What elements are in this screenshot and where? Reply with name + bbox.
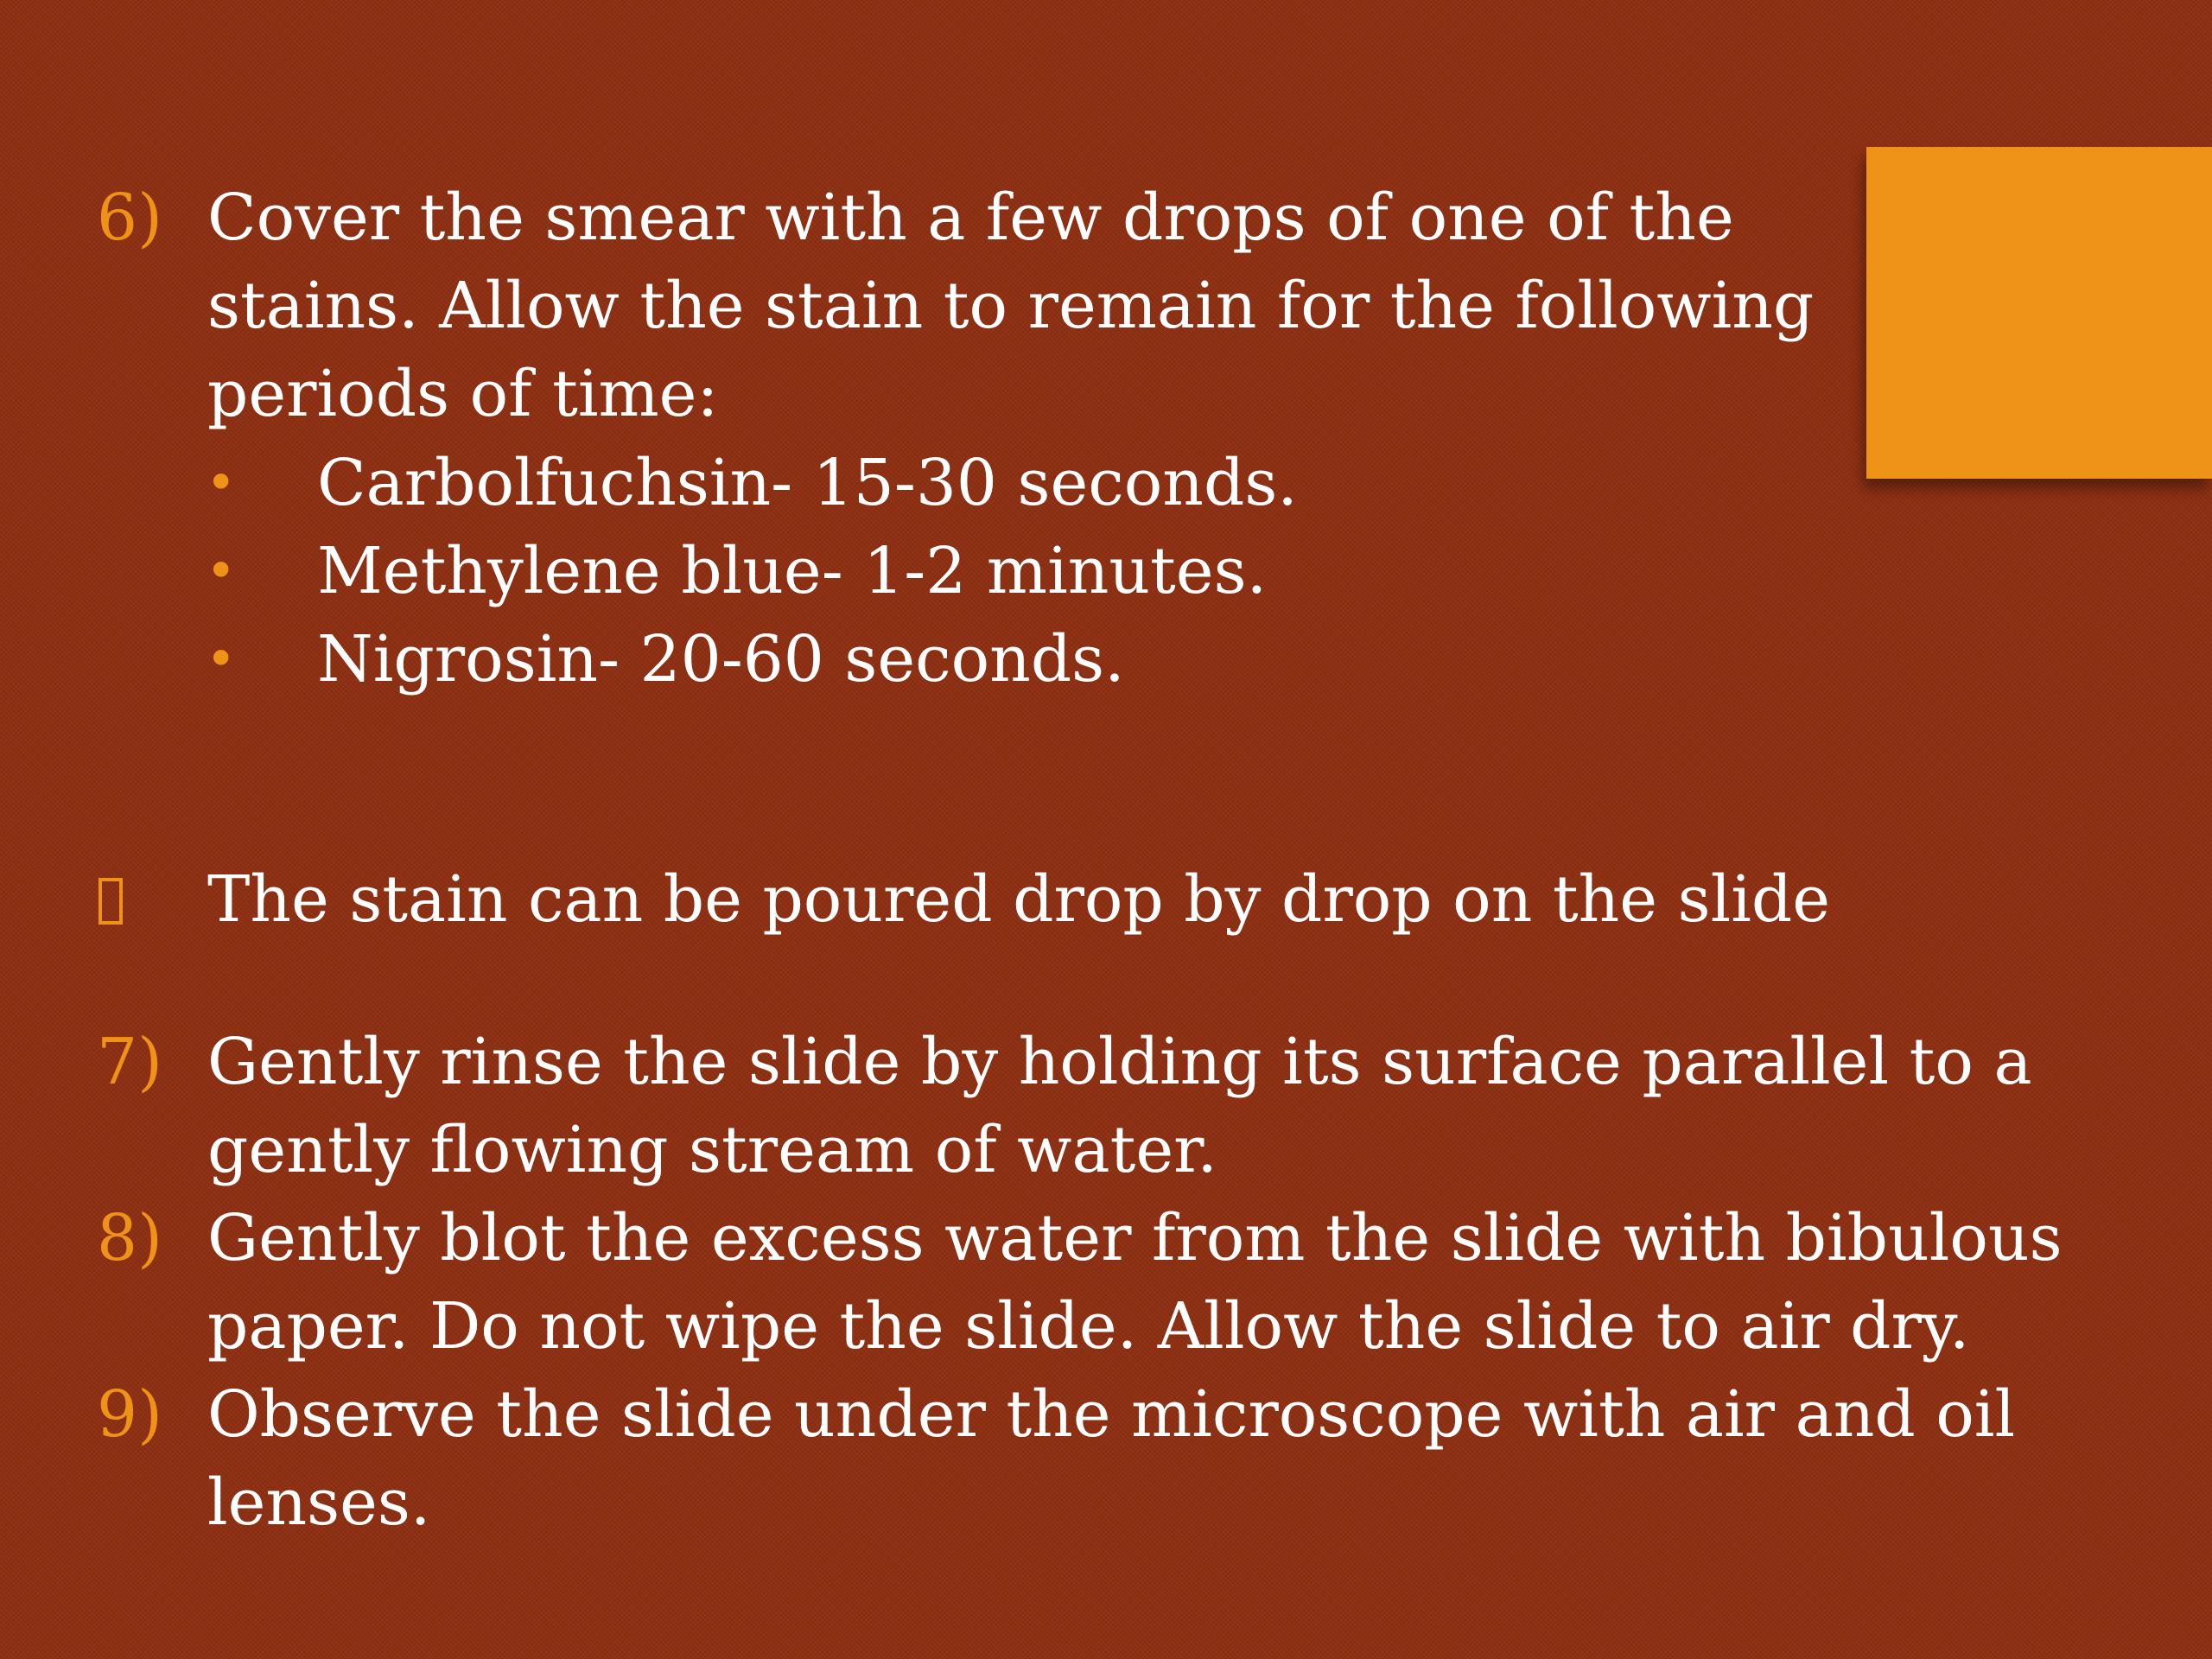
step-9-number: 9) xyxy=(97,1377,162,1452)
bullet-text: Carbolfuchsin- 15-30 seconds. xyxy=(317,446,1298,520)
step-9-text: Observe the slide under the microscope with air and oil lenses. xyxy=(207,1377,2016,1540)
bullet-icon: • xyxy=(206,541,237,601)
bullet-icon: • xyxy=(206,453,237,513)
step-8-number: 8) xyxy=(97,1201,162,1275)
missing-glyph-icon xyxy=(99,878,123,925)
bullet-icon: • xyxy=(206,629,237,690)
step-8-text: Gently blot the excess water from the slide with bibulous paper. Do not wipe the slide. Allow the slide to air dry. xyxy=(207,1201,2063,1363)
bullet-text: Methylene blue- 1-2 minutes. xyxy=(317,534,1268,608)
step-6-text: Cover the smear with a few drops of one of the stains. Allow the stain to remain for the following periods of time: xyxy=(207,181,1815,431)
step-6-number: 6) xyxy=(97,181,162,255)
step-7-number: 7) xyxy=(97,1025,162,1099)
bullet-text: Nigrosin- 20-60 seconds. xyxy=(317,622,1125,696)
note-text: The stain can be poured drop by drop on the slide xyxy=(207,862,1831,937)
step-7-text: Gently rinse the slide by holding its surface parallel to a gently flowing stream of water. xyxy=(207,1025,2032,1187)
